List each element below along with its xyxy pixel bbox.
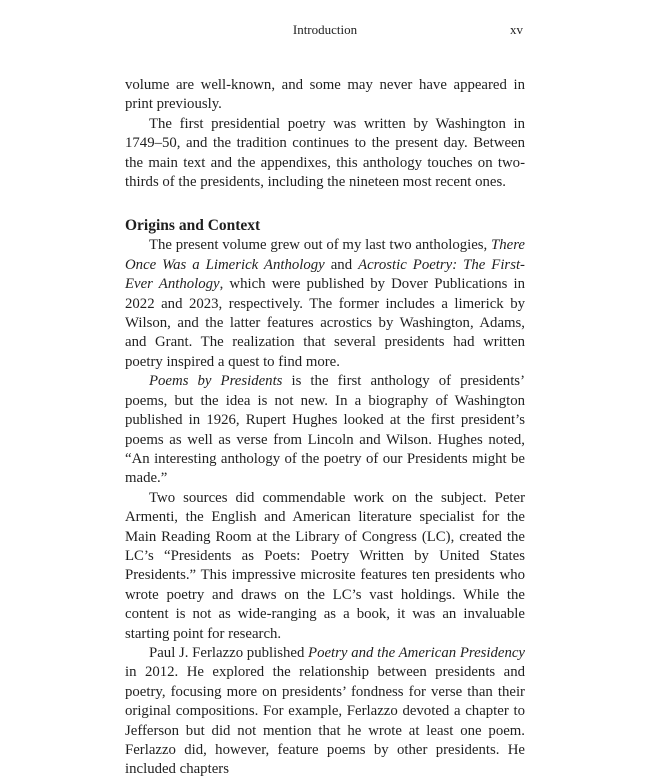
book-title-poetry-presidency: Poetry and the American Presidency [308,644,526,661]
continued-paragraph: volume are well-known, and some may never have appeared in print previously. [125,77,525,113]
book-title-limerick: There Once Was a Limerick Anthology [125,237,525,273]
paragraph-poems-by-presidents [125,372,525,488]
book-title-poems-by-presidents: Poems by Presidents [149,373,283,390]
text-run: and [324,256,359,273]
paragraph-first-presidential-poetry: The first presidential poetry was written by Washington in 1749–50, and the tradition continues to the present day. Between the main text and the appendixes, this anthology touches on two-thirds of the presidents, including the nineteen most recent ones. [125,115,525,191]
page-number: xv [510,22,523,37]
page-body [125,76,525,780]
running-header [125,22,525,42]
paragraph-two-sources: Two sources did commendable work on the subject. Peter Armenti, the English and American literature specialist for the Main Reading Room at the Library of Congress (LC), created the LC’s “Presidents as Poets: Poetry Written by United States Presidents.” This impressive microsite features ten presidents who wrote poetry and draws on the LC’s vast holdings. While the content is not as wide-ranging as a book, it was an invaluable starting point for research. [125,489,525,642]
running-header-title: Introduction [292,22,358,37]
paragraph-origins [125,236,525,372]
text-run: in 2012. He explored the relationship between presidents and poetry, focusing more on presidents’ fondness for verse than their original compositions. For example, Ferlazzo devoted a chapter to Jefferson but did not mention that he wrote at least one poem. Ferlazzo did, however, feature poems by other presidents. He included chapters [125,664,525,778]
section-heading: Origins and Context [125,217,261,235]
paragraph-ferlazzo [125,644,525,780]
book-title-acrostic: Acrostic Poetry: The First-Ever Anthology [125,256,525,293]
text-run: Paul J. Ferlazzo published [149,644,309,661]
text-run: , which were published by Dover Publications in 2022 and 2023, respectively. The former includes a limerick by Wilson, and the latter features acrostics by Washington, Adams, and Grant. The realization that several presidents had written poetry inspired a quest to find more. [125,276,525,370]
text-run: The present volume grew out of my last two anthologies, [149,237,492,254]
text-run: is the first anthology of presidents’ poems, but the idea is not new. In a biography of Washington published in 1926, Rupert Hughes looked at the first president’s poems as well as verse from Lincoln and Wilson. Hughes noted, “An interesting anthology of the poetry of our Presidents might be made.” [125,373,525,487]
